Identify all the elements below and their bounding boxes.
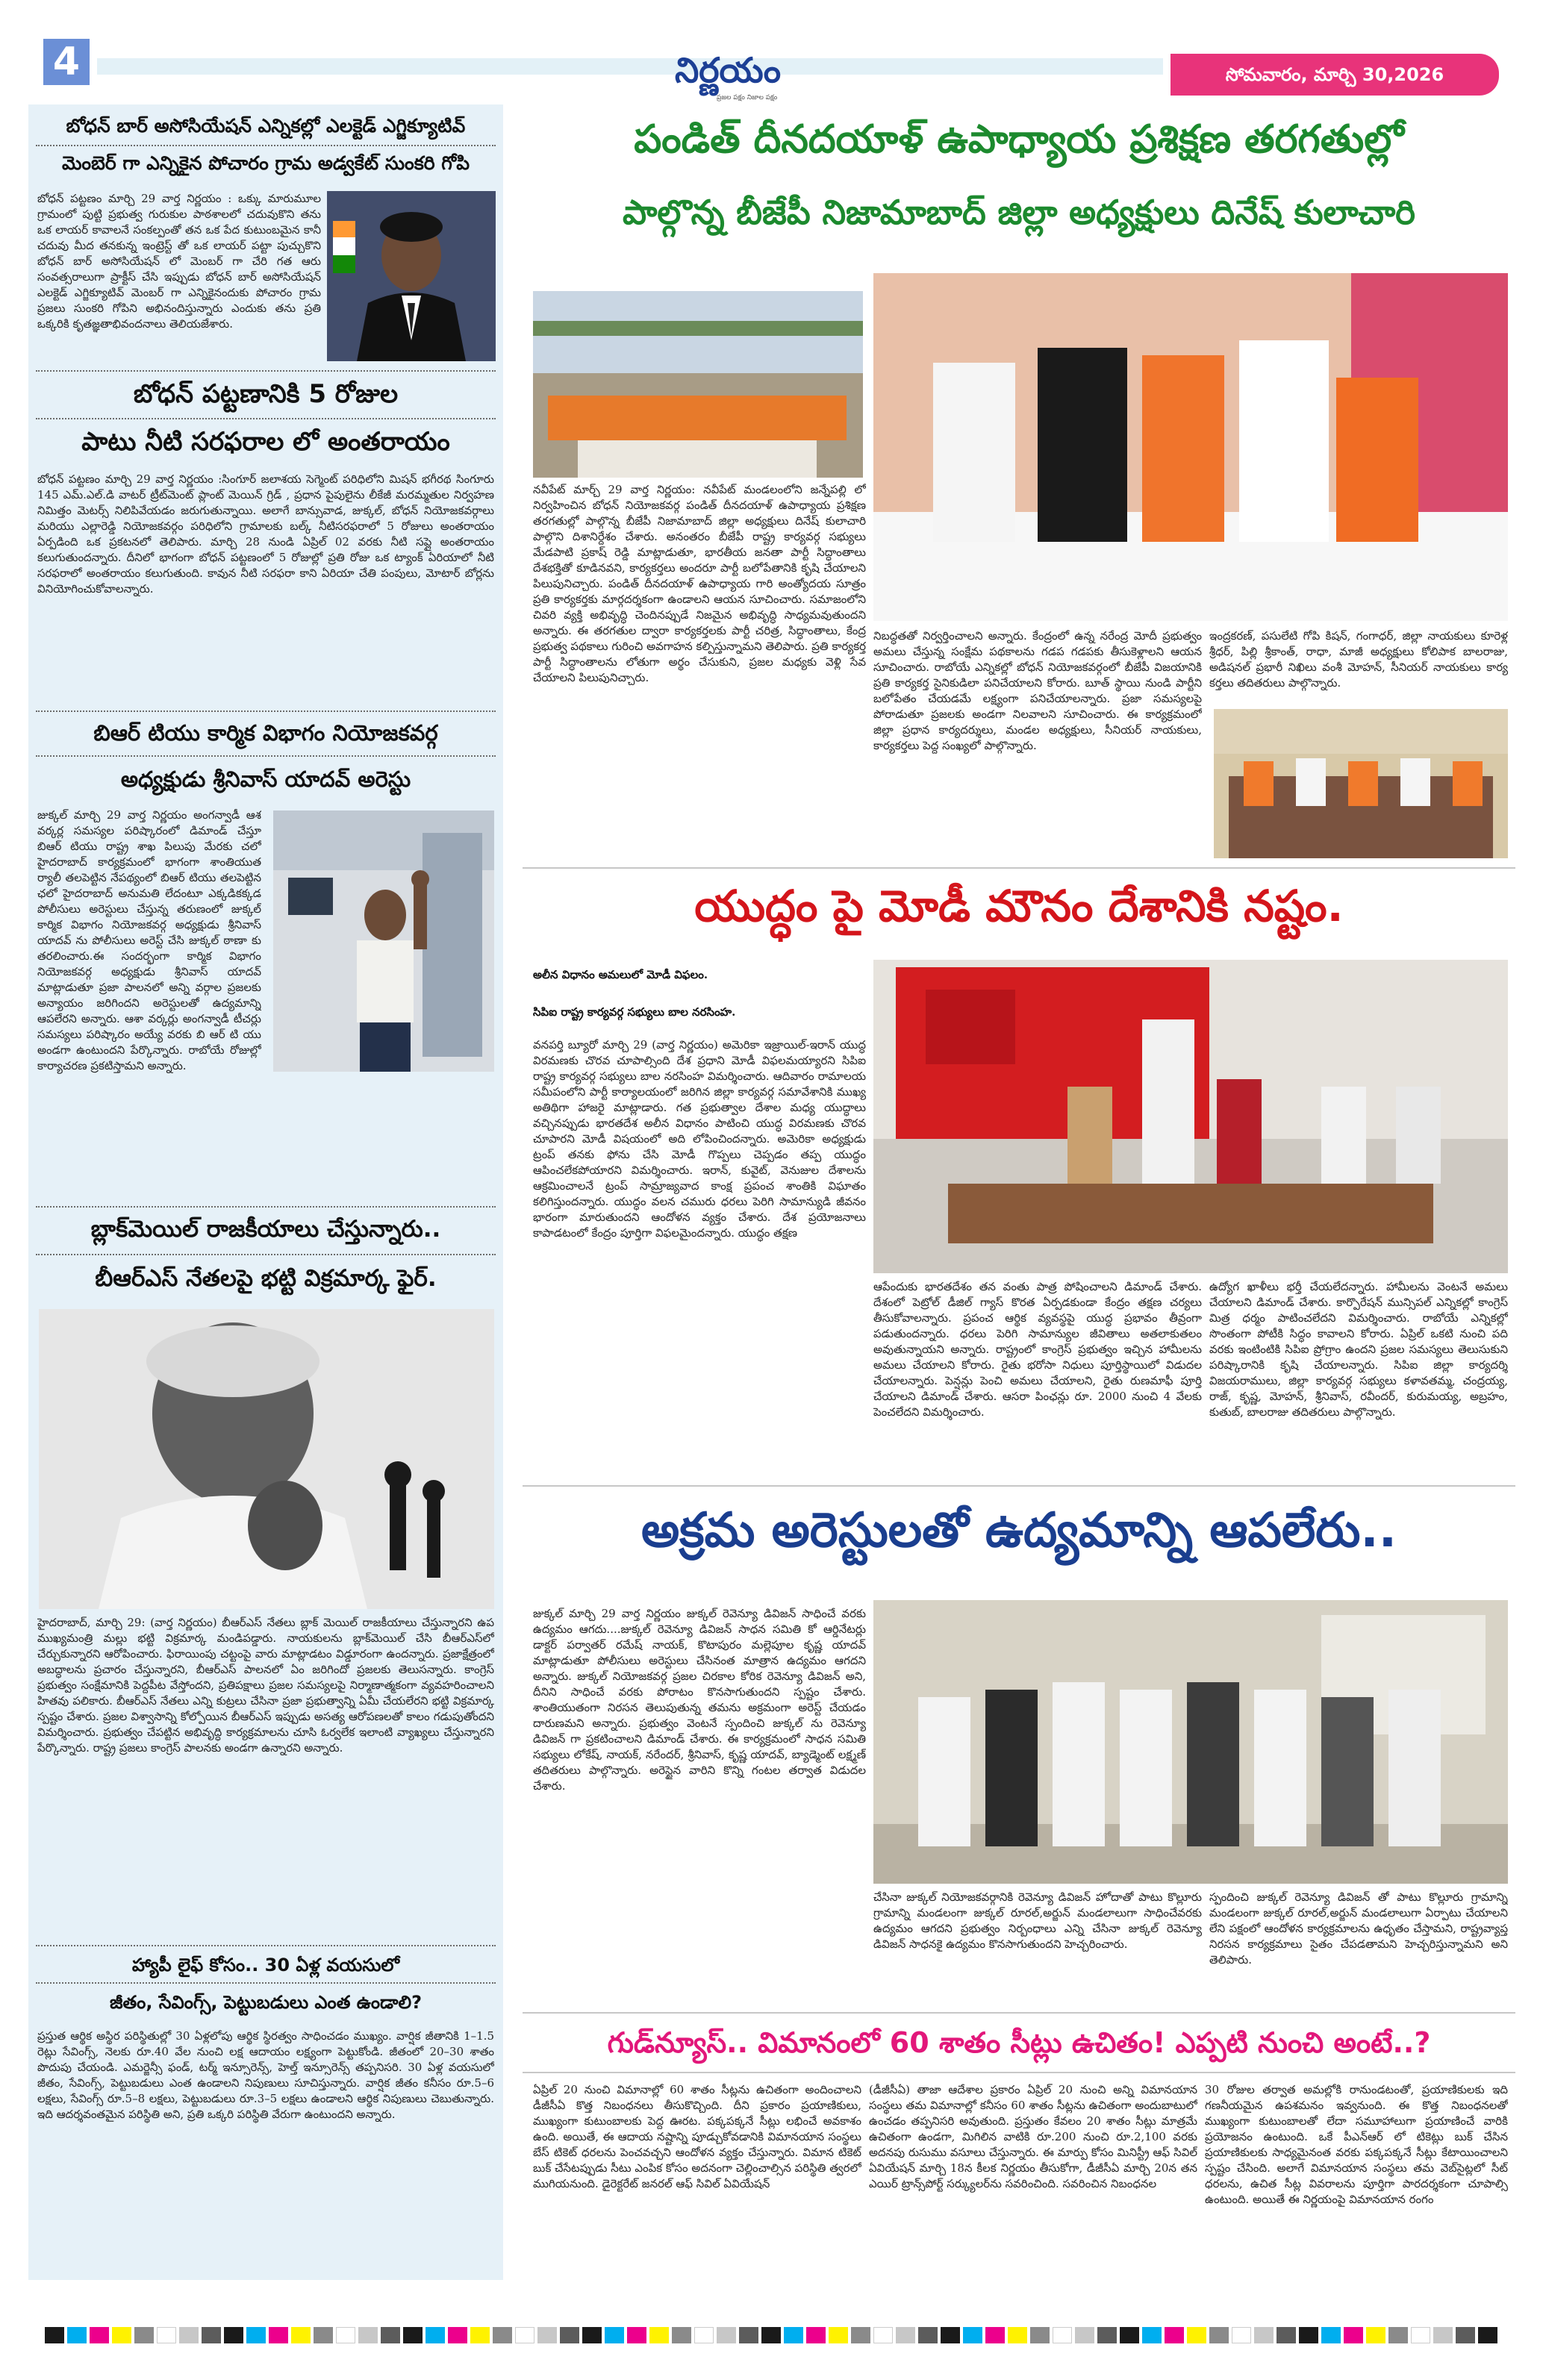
color-strip-swatch — [717, 2327, 736, 2343]
feature2-sub2: సిపిఐ రాష్ట్ర కార్యవర్గ సభ్యులు బాల నరసింహ. — [533, 1005, 736, 1019]
feature1-headline-line1: పండిత్ దీనదయాళ్ ఉపాధ్యాయ ప్రశిక్షణ తరగతుల్లో — [634, 117, 1404, 162]
feature4-col3: 30 రోజుల తర్వాత అమల్లోకి రానుండటంతో, ప్రయాణికులకు ఇది గణనీయమైన ఉపశమనం ఇవ్వనుంది. ఈ కొత్త నిబంధనలతో ముఖ్యంగా కుటుంబాలతో లేదా సమూహాలుగా ప్రయాణించే వారికి ప్రయోజనం ఉంటుంది. ఒకే పీఎన్ఆర్ లో టికెట్లు బుక్ చేసిన ప్రయాణికులకు సాధ్యమైనంత వరకు పక్కపక్కనే సీట్లు కేటాయించాలని స్పష్టం చేసింది. అలాగే విమానయాన సంస్థలు తమ వెబ్‌సైట్లలో సీట్ ధరలను, ఉచిత సీట్ల వివరాలను పూర్తిగా పారదర్శకంగా చూపాల్సి ఉంటుంది. అయితే ఈ నిర్ణయంపై విమానయాన రంగం — [1205, 2083, 1508, 2206]
logo-tagline: ప్రజల పక్షం నిజాల పక్షం — [717, 94, 778, 101]
color-strip-swatch — [672, 2327, 691, 2343]
section-divider — [523, 2012, 1515, 2014]
politician-illustration — [39, 1309, 494, 1609]
bjp-leaders-photo — [873, 273, 1508, 621]
section-divider — [523, 1485, 1515, 1487]
story1-headline-line1: బోధన్ బార్ అసోసియేషన్ ఎన్నికల్లో ఎలక్టెడ్ ఎగ్జిక్యూటివ్ — [66, 115, 466, 137]
feature3-col1: జుక్కల్ మార్చి 29 వార్త నిర్ణయం జుక్కల్ రెవెన్యూ డివిజన్ సాధించే వరకు ఉద్యమం ఆగదు....జుక్కల్ రెవెన్యూ డివిజన్ సాధన సమితి కో ఆర్డినేటర్లు డాక్టర్ పర్వాతర్ రమేష్ నాయక్, కొటాపురం మల్లెపూల కృష్ణ యాదవ్ మాట్లాడుతూ పోలీసులు అరెస్టులు చేసినంత మాత్రాన ఉద్యమం ఆగదని అన్నారు. జుక్కల్ నియోజకవర్గ ప్రజల చిరకాల కోరిక రెవెన్యూ డివిజన్ అని, దీనిని సాధించే వరకు పోరాటం కొనసాగుతుందని స్పష్టం చేశారు. శాంతియుతంగా నిరసన తెలుపుతున్న తమను అక్రమంగా అరెస్ట్ చేయడం దారుణమని అన్నారు. ప్రభుత్వం వెంటనే స్పందించి జుక్కల్ ను రెవెన్యూ డివిజన్ గా ప్రకటించాలని డిమాండ్ చేశారు. ఈ కార్యక్రమంలో సాధన సమితి సభ్యులు లోకేష్, నాయక్, నరేందర్, శ్రీనివాస్, కృష్ణ యాదవ్, బ్యాడ్మెంట్ లక్ష్మణ్ తదితరులు పాల్గొన్నారు. అరెస్టైన వారిని కొన్ని గంటల తర్వాత విడుదల చేశారు. — [533, 1607, 866, 1793]
color-strip-swatch — [336, 2327, 355, 2343]
color-strip-swatch — [1030, 2327, 1050, 2343]
story4-headline-line1: బ్లాక్‌మెయిల్ రాజకీయాలు చేస్తున్నారు.. — [90, 1216, 441, 1243]
leaders-illustration — [873, 273, 1508, 621]
color-strip-swatch — [45, 2327, 64, 2343]
feature2-col2: ఆపేందుకు భారతదేశం తన వంతు పాత్ర పోషించాలని డిమాండ్ చేశారు. దేశంలో పెట్రోల్ డీజిల్ గ్యాస్ కొరత ఏర్పడకుండా కేంద్రం తక్షణ చర్యలు తీసుకోవాలన్నారు. ప్రపంచ ఆర్థిక వ్యవస్థపై యుద్ధ ప్రభావం తీవ్రంగా పడుతుందన్నారు. ధరలు పెరిగి సామాన్యుల జీవితాలు అతలాకుతలం అవుతున్నాయని అన్నారు. రాష్ట్రంలో కాంగ్రెస్ ప్రభుత్వం ఇచ్చిన హామీలను అమలు చేయాలని కోరారు. రైతు భరోసా నిధులు పూర్తిస్థాయిలో విడుదల చేయాలన్నారు. పెన్షన్లు పెంచి అమలు చేయాలని, రైతు రుణమాఫీ పూర్తి చేయాలని డిమాండ్ చేశారు. ఆసరా పింఛన్లు రూ. 2000 నుంచి 4 వేలకు పెంచలేదని విమర్శించారు. — [873, 1280, 1202, 1419]
color-strip-swatch — [873, 2327, 893, 2343]
color-strip-swatch — [605, 2327, 624, 2343]
color-strip-swatch — [1075, 2327, 1094, 2343]
left-column — [28, 104, 503, 2280]
color-strip-swatch — [1254, 2327, 1274, 2343]
feature4-col1: ఏప్రిల్ 20 నుంచి విమానాల్లో 60 శాతం సీట్లను ఉచితంగా అందించాలని డీజీసీఏ కొత్త నిబంధనలు తీసుకొచ్చింది. దీని ప్రకారం ప్రయాణికులు, ముఖ్యంగా కుటుంబాలకు పెద్ద ఊరట. పక్కపక్కనే సీట్లు లభించే అవకాశం ఉంది. అయితే, ఈ ఆదాయ నష్టాన్ని పూడ్చుకోవడానికి విమానయాన సంస్థలు బేస్ టికెట్ ధరలను పెంచవచ్చని ఆందోళన వ్యక్తం చేస్తున్నారు. విమాన టికెట్ బుక్ చేసేటప్పుడు సీటు ఎంపిక కోసం అదనంగా చెల్లించాల్సిన పరిస్థితి త్వరలో ముగియనుంది. డైరెక్టరేట్ జనరల్ ఆఫ్ సివిల్ ఏవియేషన్ — [533, 2083, 861, 2190]
divider — [36, 710, 496, 712]
activist-photo — [273, 810, 494, 1072]
color-strip-swatch — [649, 2327, 669, 2343]
color-strip-swatch — [202, 2327, 221, 2343]
color-strip-swatch — [1411, 2327, 1430, 2343]
story3-headline-line1: బిఆర్ టియు కార్మిక విభాగం నియోజకవర్గ — [93, 720, 438, 746]
color-strip-swatch — [403, 2327, 423, 2343]
color-strip-swatch — [134, 2327, 154, 2343]
divider — [36, 418, 496, 419]
color-strip-swatch — [806, 2327, 826, 2343]
feature3-headline: అక్రమ అరెస్టులతో ఉద్యమాన్ని ఆపలేరు.. — [640, 1503, 1397, 1558]
classroom-illustration — [1214, 709, 1508, 858]
feature3-col3: స్పందించి జుక్కల్ రెవెన్యూ డివిజన్ తో పాటు కొల్లూరు గ్రామాన్ని మండలంగా జుక్కల్ రూరల్,అర్జున్ మండలాలుగా ఏర్పాటు చేయాలని లేని పక్షంలో ఆందోళన కార్యక్రమాలను ఉధృతం చేస్తామని, రాష్ట్రవ్యాప్త నిరసన కార్యక్రమాలు సైతం చేపడతామని హెచ్చరిస్తున్నామని అని తెలిపారు. — [1209, 1890, 1508, 1967]
story1-body: బోధన్ పట్టణం మార్చి 29 వార్త నిర్ణయం : ఒక్కు మారుమూల గ్రామంలో పుట్టి ప్రభుత్వ గురుకుల పాఠశాలలో చదువుకొని తను ఒక లాయర్ కావాలనే సంకల్పంతో తన ఒక పేద కుటుంబమైన కానీ చదువు మీద తనకున్న ఇంట్రెస్ట్ తో ఒక లాయర్ పట్టా పుచ్చుకొని బోధన్ బార్ అసోసియేషన్ లో మెంబర్ గా చేరి గత ఆరు సంవత్సరాలుగా ప్రాక్టీస్ చేసి ఇప్పుడు బోధన్ బార్ అసోసియేషన్ ఎలక్టెడ్ ఎగ్జిక్యూటివ్ మెంబర్ గా ఎన్నికైనందుకు పోచారం గ్రామ ప్రజలు సుంకరి గోపిని అభినందిస్తున్నారు ఎందుకు తను ప్రతి ఒక్కరికి కృతజ్ఞతాభివందనాలు తెలియజేశారు. — [37, 192, 321, 331]
color-strip-swatch — [515, 2327, 534, 2343]
color-strip-swatch — [1433, 2327, 1453, 2343]
feature2-col3: ఉద్యోగ ఖాళీలు భర్తీ చేయలేదన్నారు. హామీలను వెంటనే అమలు చేయాలని డిమాండ్ చేశారు. కార్పొరేషన్ మున్సిపల్ ఎన్నికల్లో కాంగ్రెస్ మిత్ర ధర్మం పాటించలేదని విమర్శించారు. రాబోయే ఎన్నికల్లో సొంతంగా పోటీకి సిద్ధం కావాలని కోరారు. ఏప్రిల్ ఒకటి నుంచి పది వరకు ఇంటింటికి సిపిఐ ప్రోగ్రాం ఉందని ప్రజల సమస్యలు తెలుసుకుని పరిష్కారానికి కృషి చేయాలన్నారు. సిపిఐ జిల్లా కార్యదర్శి విజయరాములు, జిల్లా కార్యవర్గ సభ్యులు కళావతమ్మ, చంద్రయ్య, రాజ్, కృష్ణ, మోహన్, శ్రీనివాస్, రవీందర్, కురుమయ్య, అబ్రహం, కుతుబ్, బాలరాజు తదితరులు పాల్గొన్నారు. — [1209, 1280, 1508, 1419]
color-strip-swatch — [1097, 2327, 1117, 2343]
color-strip-swatch — [1187, 2327, 1206, 2343]
story3-headline-line2: అధ్యక్షుడు శ్రీనివాస్ యాదవ్ అరెస్టు — [120, 766, 411, 792]
color-strip-swatch — [1277, 2327, 1296, 2343]
divider — [36, 1254, 496, 1255]
page-number: 4 — [43, 39, 90, 85]
bjp-meeting-outdoor-photo — [533, 291, 863, 478]
lawyer-portrait-photo — [327, 191, 496, 361]
color-strip-swatch — [358, 2327, 378, 2343]
feature1-col3: ఇంద్రకరణ్, పసులేటి గోపి కిషన్, గంగాధర్, జిల్లా నాయకులు కూరెళ్ల శ్రీధర్, పిల్లి శ్రీకాంత్, రాధా, మాజీ అధ్యక్షులు కోలిపాక బాలరాజు, అడిషనల్ ప్రభారీ నిఖిలు వంశీ మోహన్, సీనియర్ నాయకులు కార్య కర్తలు తదితరులు పాల్గొన్నారు. — [1209, 629, 1508, 690]
divider — [36, 1982, 496, 1984]
color-strip-swatch — [560, 2327, 579, 2343]
color-strip-swatch — [1456, 2327, 1475, 2343]
feature1-col1: నవీపేట్ మార్చ్ 29 వార్త నిర్ణయం: నవీపేట్ మండలంలోని జన్నేపల్లి లో నిర్వహించిన బోధన్ నియోజకవర్గ పండిత్ దీనదయాళ్ ఉపాధ్యాయ ప్రశిక్షణ తరగతుల్లో పాల్గొన్న బీజేపీ నిజామాబాద్ జిల్లా అధ్యక్షులు దినేష్ కులాచారి పాల్గొని దిశానిర్దేశం చేశారు. అనంతరం బీజేపీ రాష్ట్ర కార్యవర్గ సభ్యులు మేడపాటి ప్రకాష్ రెడ్డి మాట్లాడుతూ, భారతీయ జనతా పార్టీ సిద్ధాంతాలు దేశభక్తితో కూడినవని, కార్యకర్తలు అందరూ పార్టీ బలోపేతానికి కృషి చేయాలని పిలుపునిచ్చారు. పండిత్ దీనదయాళ్ ఉపాధ్యాయ గారి అంత్యోదయ సూత్రం ప్రతి కార్యకర్తకు మార్గదర్శకంగా ఉండాలని ఆయన సూచించారు. సమాజంలోని చివరి వ్యక్తి అభివృద్ధి చెందినప్పుడే నిజమైన అభివృద్ధి సాధ్యమవుతుందని అన్నారు. ఈ తరగతుల ద్వారా కార్యకర్తలకు పార్టీ చరిత్ర, సిద్ధాంతాలు, కేంద్ర ప్రభుత్వ పథకాలు గురించి అవగాహన కల్పిస్తున్నామని తెలిపారు. ప్రతి కార్యకర్త పార్టీ సిద్ధాంతాలను లోతుగా అర్థం చేసుకుని, ప్రజల మధ్యకు వెళ్లి సేవ చేయాలని పిలుపునిచ్చారు. — [533, 483, 866, 684]
color-strip-swatch — [537, 2327, 557, 2343]
color-strip-swatch — [1053, 2327, 1072, 2343]
story4-headline-line2: బీఆర్ఎస్ నేతలపై భట్టి విక్రమార్క ఫైర్. — [95, 1265, 437, 1292]
bhatti-vikramarka-photo — [39, 1309, 494, 1609]
divider — [36, 1206, 496, 1208]
color-strip-swatch — [582, 2327, 602, 2343]
feature4-headline: గుడ్‌న్యూస్.. విమానంలో 60 శాతం సీట్లు ఉచితం! ఎప్పటి నుంచి అంటే..? — [607, 2026, 1431, 2059]
divider — [36, 145, 496, 146]
story2-headline-line1: బోధన్ పట్టణానికి 5 రోజుల — [133, 379, 399, 409]
color-strip-swatch — [784, 2327, 803, 2343]
activist-illustration — [273, 810, 494, 1072]
color-strip-swatch — [448, 2327, 467, 2343]
section-divider — [523, 867, 1515, 869]
feature4-col2: (డీజీసీఏ) తాజా ఆదేశాల ప్రకారం ఏప్రిల్ 20 నుంచి అన్ని విమానయాన సంస్థలు తమ విమానాల్లో కనీసం 60 శాతం సీట్లను ఉచితంగా అందుబాటులో ఉంచడం తప్పనిసరి అవుతుంది. ప్రస్తుతం కేవలం 20 శాతం సీట్లు మాత్రమే ఉచితంగా ఉండగా, మిగిలిన వాటికి రూ.200 నుంచి రూ.2,100 వరకు అదనపు రుసుము వసూలు చేస్తున్నారు. ఈ మార్పు కోసం మినిస్ట్రీ ఆఫ్ సివిల్ ఏవియేషన్ మార్చి 18న కీలక నిర్ణయం తీసుకోగా, డీజీసీఏ మార్చి 20న తన ఎయిర్ ట్రాన్స్‌పోర్ట్ సర్క్యులర్‌ను సవరించింది. సవరించిన నిబంధనల — [869, 2083, 1197, 2190]
color-strip-swatch — [470, 2327, 490, 2343]
color-strip-swatch — [1209, 2327, 1229, 2343]
color-strip-swatch — [1008, 2327, 1027, 2343]
feature2-sub1: అలీన విధానం అమలులో మోడీ విఫలం. — [533, 968, 708, 981]
color-strip-swatch — [739, 2327, 758, 2343]
cpi-meeting-illustration — [873, 960, 1508, 1273]
color-strip-swatch — [381, 2327, 400, 2343]
story5-headline-line1: హ్యాపీ లైఫ్ కోసం.. 30 ఏళ్ల వయసులో — [131, 1955, 400, 1975]
portrait-illustration — [327, 191, 496, 361]
color-strip-swatch — [627, 2327, 646, 2343]
color-strip-swatch — [829, 2327, 848, 2343]
bjp-classroom-photo — [1214, 709, 1508, 858]
story2-headline-line2: పాటు నీటి సరఫరాల లో అంతరాయం — [81, 427, 450, 457]
color-strip-swatch — [314, 2327, 333, 2343]
masthead-rule — [97, 58, 1163, 75]
feature2-headline: యుద్ధం పై మోడీ మౌనం దేశానికి నష్టం. — [694, 881, 1344, 931]
masthead — [0, 0, 1543, 112]
color-strip-swatch — [246, 2327, 266, 2343]
color-strip-swatch — [224, 2327, 243, 2343]
color-strip-swatch — [90, 2327, 109, 2343]
color-strip-swatch — [1388, 2327, 1408, 2343]
color-strip-swatch — [1165, 2327, 1184, 2343]
meeting-crowd-illustration — [533, 291, 863, 478]
color-strip-swatch — [1232, 2327, 1251, 2343]
story5-headline-line2: జీతం, సేవింగ్స్, పెట్టుబడులు ఎంత ఉండాలి? — [109, 1992, 423, 2013]
color-strip-swatch — [1344, 2327, 1363, 2343]
section-divider — [523, 2072, 1515, 2073]
color-strip-swatch — [426, 2327, 445, 2343]
feature1-col2: నిబద్ధతతో నిర్వర్తించాలని అన్నారు. కేంద్రంలో ఉన్న నరేంద్ర మోదీ ప్రభుత్వం అమలు చేస్తున్న సంక్షేమ పథకాలను గడప గడపకు తీసుకెళ్లాలని ఆయన సూచించారు. రాబోయే ఎన్నికల్లో బోధన్ నియోజకవర్గంలో బీజేపీ విజయానికి ప్రతి కార్యకర్త సైనికుడిలా పనిచేయాలని కోరారు. బూత్ స్థాయి నుండి పార్టీని బలోపేతం చేయడమే లక్ష్యంగా పనిచేయాలన్నారు. ప్రజా సమస్యలపై పోరాడుతూ ప్రజలకు అండగా నిలవాలని సూచించారు. ఈ కార్యక్రమంలో జిల్లా ప్రధాన కార్యదర్శులు, మండల అధ్యక్షులు, సీనియర్ నాయకులు, కార్యకర్తలు పెద్ద సంఖ్యలో పాల్గొన్నారు. — [873, 629, 1202, 752]
newspaper-logo — [657, 48, 799, 93]
story1-headline-line2: మెంబెర్ గా ఎన్నికైన పోచారం గ్రామ అడ్వకేట్ సుంకరి గోపి — [61, 152, 470, 174]
color-strip-swatch — [1478, 2327, 1497, 2343]
color-strip-swatch — [761, 2327, 781, 2343]
color-strip-swatch — [493, 2327, 512, 2343]
color-strip-swatch — [112, 2327, 131, 2343]
feature1-headline-line2: పాల్గొన్న బీజేపీ నిజామాబాద్ జిల్లా అధ్యక్షులు దినేష్ కులాచారి — [623, 193, 1415, 232]
color-strip-swatch — [1142, 2327, 1162, 2343]
color-strip-swatch — [291, 2327, 311, 2343]
logo-text: నిర్ణయం — [674, 50, 782, 90]
divider — [36, 1945, 496, 1946]
color-strip-swatch — [1366, 2327, 1385, 2343]
color-strip-swatch — [694, 2327, 714, 2343]
color-strip-swatch — [941, 2327, 960, 2343]
story5-body: ప్రస్తుత ఆర్థిక అస్థిర పరిస్థితుల్లో 30 ఏళ్లలోపు ఆర్థిక స్థిరత్వం సాధించడం ముఖ్యం. వార్షిక జీతానికి 1–1.5 రెట్లు సేవింగ్స్, నెలకు రూ.40 వేల నుంచి లక్ష ఆదాయం లక్ష్యంగా పెట్టుకోండి. జీతంలో 20–30 శాతం పొదుపు చేయండి. ఎమర్జెన్సీ ఫండ్, టర్మ్ ఇన్సూరెన్స్, హెల్త్ ఇన్సూరెన్స్ తప్పనిసరి. 30 ఏళ్ల వయసులో జీతం, సేవింగ్స్, పెట్టుబడులు ఎంత ఉండాలని నిపుణులు సూచిస్తున్నారు. వార్షిక జీతం కనీసం రూ.5–6 లక్షలు, సేవింగ్స్ రూ.5–8 లక్షలు, పెట్టుబడులు రూ.3–5 లక్షలు ఉండాలని ఆర్థిక నిపుణులు చెబుతున్నారు. ఇది ఆదర్శవంతమైన పరిస్థితి అని, ప్రతి ఒక్కరి పరిస్థితి వేరుగా ఉంటుందని అన్నారు. — [37, 2029, 494, 2121]
color-strip-swatch — [918, 2327, 938, 2343]
print-color-strip — [0, 2327, 1543, 2349]
color-strip-swatch — [985, 2327, 1005, 2343]
color-strip-swatch — [1120, 2327, 1139, 2343]
color-strip-swatch — [896, 2327, 915, 2343]
divider — [36, 370, 496, 372]
protest-group-illustration — [873, 1600, 1508, 1884]
color-strip-swatch — [269, 2327, 288, 2343]
divider — [36, 755, 496, 757]
color-strip-swatch — [67, 2327, 87, 2343]
story2-body: బోధన్ పట్టణం మార్చి 29 వార్త నిర్ణయం :సింగూర్ జలాశయ సెగ్మెంట్ పరిధిలోని మిషన్ భగీరథ సింగూరు 145 ఎమ్.ఎల్.డి వాటర్ ట్రీట్‌మెంట్ ప్లాంట్ మెయిన్ గ్రిడ్ , ప్రధాన పైపులైను లీకేజీ మరమ్మతుల నిర్వహణ నిమిత్తం మెటర్స్ నిలిపివేయడం జరుగుతున్నాయి. అలాగే బాన్సువాడ, జుక్కల్, బోధన్ నియోజకవర్గాలు మరియు ఎల్లారెడ్డి నియోజకవర్గం పరిధిలోని గ్రామాలకు బల్క్ నీటిసరఫరాలో 5 రోజులు అంతరాయం ఏర్పడింది ఒక ప్రకటనలో తెలిపారు. మార్చి 28 నుండి ఏప్రిల్ 02 వరకు నీటి సప్లై అంతరాయం కలుగుతుందన్నారు. దీనిలో భాగంగా బోధన్ పట్టణంలో 5 రోజుల్లో ప్రతి రోజు ఒక ట్యాంక్ ఏరియాలో నీటి సరఫరాలో అంతరాయం కలుగుతుంది. కావున నీటి సరఫరా కాని ఏరియా చేతి పంపులు, మోటార్ బోర్లను వినియోగించుకోవాలన్నారు. — [37, 472, 494, 596]
color-strip-swatch — [1321, 2327, 1341, 2343]
story3-body: జుక్కల్ మార్చి 29 వార్త నిర్ణయం అంగన్వాడీ ఆశ వర్కర్ల సమస్యల పరిష్కారంలో డిమాండ్ చేస్తూ బిఆర్ టియు రాష్ట్ర శాఖ పిలుపు మేరకు చలో హైదరాబాద్ కార్యక్రమంలో భాగంగా శాంతియుత ర్యాలీ తలపెట్టిన నేపథ్యంలో బిఆర్ టియు తలపెట్టిన ఛలో హైదరాబాద్ అనుమతి లేదంటూ ఎక్కడికక్కడ పోలీసులు అరెస్టులు చేస్తున్న తరుణంలో జుక్కల్ కార్మిక విభాగం నియోజకవర్గ అధ్యక్షుడు శ్రీనివాస్ యాదవ్ ను పోలీసులు అరెస్ట్ చేసి జుక్కల్ ఠాణా కు తరలించారు.ఈ సందర్భంగా కార్మిక విభాగం నియోజకవర్గ అధ్యక్షుడు శ్రీనివాస్ యాదవ్ మాట్లాడుతూ ప్రజా పాలనలో అన్ని వర్గాల ప్రజలకు అన్యాయం జరిగిందని అరెస్టులతో ఉద్యమాన్ని ఆపలేరని అన్నారు. ఆశా వర్కర్లు అంగన్వాడీ టీచర్లు సమస్యలు పరిష్కారం అయ్యే వరకు బి ఆర్ టి యు అండగా ఉంటుందని పేర్కొన్నారు. రాబోయే రోజుల్లో కార్యాచరణ ప్రకటిస్తామని అన్నారు. — [37, 808, 261, 1072]
jukkal-protest-photo — [873, 1600, 1508, 1884]
color-strip-swatch — [179, 2327, 199, 2343]
color-strip-swatch — [963, 2327, 982, 2343]
color-strip-swatch — [157, 2327, 176, 2343]
issue-date: సోమవారం, మార్చి 30,2026 — [1171, 54, 1499, 96]
cpi-meeting-photo — [873, 960, 1508, 1273]
story4-body: హైదరాబాద్, మార్చి 29: (వార్త నిర్ణయం) బీఆర్ఎస్ నేతలు బ్లాక్ మెయిల్ రాజకీయాలు చేస్తున్నారని ఉప ముఖ్యమంత్రి మల్లు భట్టి విక్రమార్క మండిపడ్డారు. నాయకులను బ్లాక్‌మెయిల్ చేసి బీఆర్ఎస్‌లో చేర్చుకున్నారని ఆరోపించారు. ఫిరాయింపు చట్టంపై వారు మాట్లాడటం విడ్డూరంగా ఉందన్నారు. ప్రజాక్షేత్రంలో అబద్ధాలను ప్రచారం చేస్తున్నారని, బీఆర్ఎస్ పాలనలో ఏం జరిగిందో ప్రజలకు తెలుసన్నారు. కాంగ్రెస్ ప్రభుత్వం సంక్షేమానికి పెద్దపీట వేస్తోందని, ప్రతిపక్షాలు ప్రజల సమస్యలపై నిర్మాణాత్మకంగా వ్యవహరించాలని హితవు పలికారు. బీఆర్ఎస్ నేతలు ఎన్ని కుట్రలు చేసినా ప్రజా ప్రభుత్వాన్ని ఏమీ చేయలేరని భట్టి విక్రమార్క స్పష్టం చేశారు. ప్రజల విశ్వాసాన్ని కోల్పోయిన బీఆర్ఎస్ ఇప్పుడు అసత్య ఆరోపణలతో కాలం గడుపుతోందని విమర్శించారు. ప్రభుత్వం చేపట్టిన అభివృద్ధి కార్యక్రమాలను చూసి ఓర్వలేక ఇలాంటి వ్యాఖ్యలు చేస్తున్నారని పేర్కొన్నారు. రాష్ట్ర ప్రజలు కాంగ్రెస్ పాలనకు అండగా ఉన్నారని అన్నారు. — [37, 1616, 494, 1755]
color-strip-swatch — [1299, 2327, 1318, 2343]
feature3-col2: చేసినా జుక్కల్ నియోజకవర్గానికి రెవెన్యూ డివిజన్ హోదాతో పాటు కొల్లూరు గ్రామాన్ని మండలంగా జుక్కల్ రూరల్,అర్జున్ మండలాలుగా సాధించేవరకు ఉద్యమం ఆగదని ప్రభుత్వం నిర్బంధాలు ఎన్ని చేసినా జుక్కల్ రెవెన్యూ డివిజన్ సాధనకై ఉద్యమం కొనసాగుతుందని హెచ్చరించారు. — [873, 1890, 1202, 1951]
color-strip-swatch — [851, 2327, 870, 2343]
feature2-col1: వనపర్తి బ్యూరో మార్చి 29 (వార్త నిర్ణయం) అమెరికా ఇజ్రాయిల్-ఇరాన్ యుద్ధ విరమణకు చొరవ చూపాల్సింది దేశ ప్రధాని మోడీ విఫలమయ్యారని సిపిఐ రాష్ట్ర కార్యవర్గ సభ్యులు బాల నరసింహ విమర్శించారు. ఆదివారం రామాలయ సమీపంలోని పార్టీ కార్యాలయంలో జరిగిన జిల్లా కార్యవర్గ సమావేశానికి ముఖ్య అతిథిగా హాజరై మాట్లాడారు. గత ప్రభుత్వాల దేశాల మధ్య యుద్ధాలు వచ్చినప్పుడు భారతదేశ అలీన విధానం పాటించి యుద్ధ విరమణకు చొరవ చూపారని మోడీ విషయంలో అది లోపించిందన్నారు. అమెరికా అధ్యక్షుడు ట్రంప్ తనకు ఫోను చేసి మోడీ గొప్పలు చెప్పడం తప్ప యుద్ధం ఆపించలేకపోయారని విమర్శించారు. ఇరాన్, కువైట్, వెనుజుల దేశాలను ఆక్రమించాలనే ట్రంప్ సామ్రాజ్యవాద కాంక్ష ప్రపంచ శాంతికి విఘాతం కలిగిస్తుందన్నారు. యుద్ధం వలన చమురు ధరలు పెరిగి సామాన్యుడి జీవనం భారంగా మారుతుందని ఆందోళన వ్యక్తం చేశారు. దేశ ప్రయోజనాలు కాపాడటంలో కేంద్రం పూర్తిగా విఫలమైందన్నారు. యుద్ధం తక్షణ — [533, 1038, 866, 1240]
